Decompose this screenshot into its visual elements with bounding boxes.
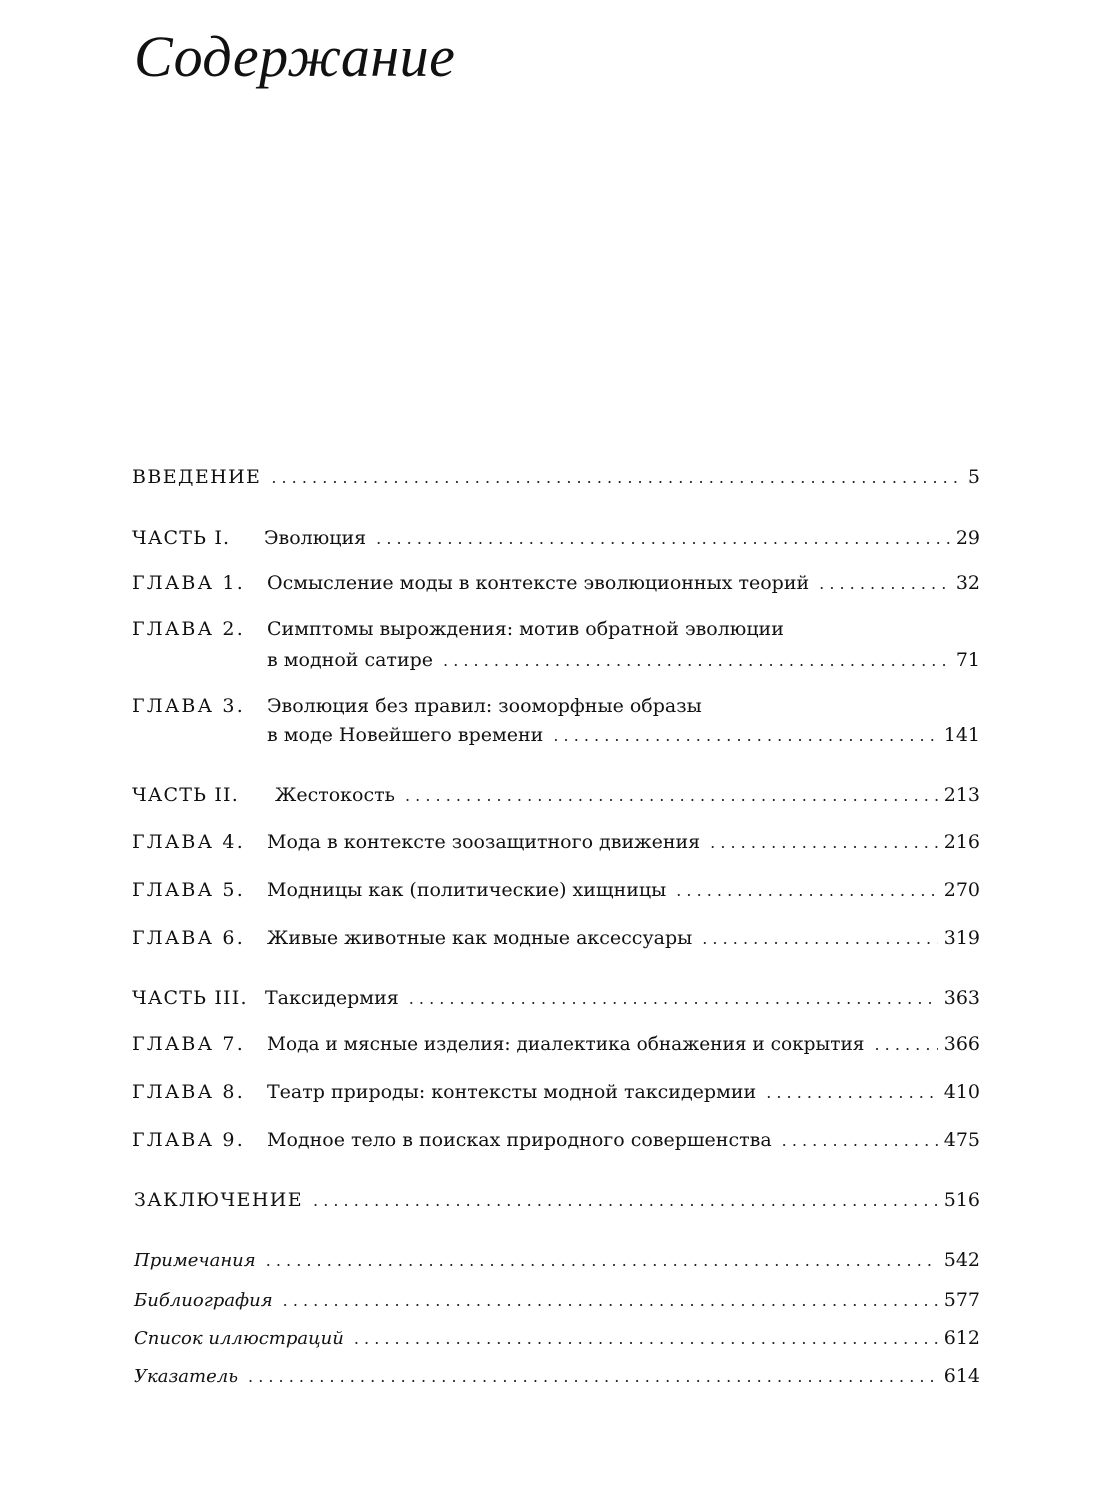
toc-entry-part-1[interactable]: [132, 524, 980, 552]
leader-dots: [553, 722, 937, 750]
toc-entry-chapter-1[interactable]: [132, 569, 980, 597]
leader-dots: [313, 1187, 938, 1215]
toc-entry-page: 516: [943, 1189, 980, 1211]
toc-chapter-label: ГЛАВА 6.: [132, 927, 245, 949]
toc-entry-index[interactable]: [132, 1362, 980, 1390]
leader-dots: [409, 985, 938, 1013]
toc-entry-page: 213: [943, 784, 980, 806]
toc-entry-title-line-1: Симптомы вырождения: мотив обратной эволюции: [267, 618, 784, 640]
toc-entry-chapter-3-continued[interactable]: [132, 721, 980, 749]
toc-entry-title: Эволюция: [264, 527, 367, 549]
leader-dots: [248, 1363, 938, 1391]
toc-entry-notes[interactable]: [132, 1246, 980, 1274]
toc-entry-illustrations[interactable]: [132, 1324, 980, 1352]
toc-entry-chapter-7[interactable]: [132, 1030, 980, 1058]
toc-entry-title: Библиография: [134, 1290, 273, 1311]
toc-chapter-label: ГЛАВА 1.: [132, 572, 245, 594]
leader-dots: [676, 877, 938, 905]
toc-entry-chapter-2[interactable]: [132, 615, 980, 643]
toc-entry-page: 216: [943, 831, 980, 853]
leader-dots: [354, 1325, 938, 1353]
toc-entry-chapter-2-continued[interactable]: [132, 646, 980, 674]
toc-chapter-label: ГЛАВА 8.: [132, 1081, 245, 1103]
leader-dots: [874, 1031, 937, 1059]
toc-entry-page: 71: [955, 649, 980, 671]
toc-entry-page: 141: [943, 724, 980, 746]
toc-entry-page: 319: [943, 927, 980, 949]
leader-dots: [766, 1079, 938, 1107]
toc-entry-page: 612: [943, 1327, 980, 1349]
toc-entry-page: 29: [955, 527, 980, 549]
toc-entry-page: 366: [943, 1033, 980, 1055]
toc-entry-part-2[interactable]: [132, 781, 980, 809]
toc-entry-chapter-5[interactable]: [132, 876, 980, 904]
leader-dots: [266, 1247, 938, 1275]
toc-entry-page: 614: [943, 1365, 980, 1387]
toc-entry-title: Модницы как (политические) хищницы: [267, 879, 667, 901]
toc-entry-title: Мода и мясные изделия: диалектика обнажения и сокрытия: [267, 1034, 865, 1055]
leader-dots: [376, 525, 950, 553]
leader-dots: [702, 925, 937, 953]
leader-dots: [283, 1287, 938, 1315]
toc-part-label: ЧАСТЬ II.: [132, 784, 239, 806]
toc-entry-chapter-3[interactable]: [132, 692, 980, 720]
toc-entry-page: 270: [943, 879, 980, 901]
toc-entry-title: Модное тело в поисках природного совершенства: [267, 1129, 772, 1151]
toc-entry-introduction[interactable]: [132, 463, 980, 491]
leader-dots: [443, 647, 950, 675]
toc-entry-title: ЗАКЛЮЧЕНИЕ: [134, 1189, 304, 1211]
toc-entry-chapter-8[interactable]: [132, 1078, 980, 1106]
toc-entry-title: Указатель: [134, 1366, 239, 1387]
toc-entry-title: Таксидермия: [265, 987, 399, 1009]
toc-entry-title: Театр природы: контексты модной таксидермии: [267, 1081, 757, 1103]
toc-chapter-label: ГЛАВА 4.: [132, 831, 245, 853]
toc-entry-title: Живые животные как модные аксессуары: [267, 927, 693, 949]
toc-entry-page: 363: [943, 987, 980, 1009]
toc-chapter-label: ГЛАВА 2.: [132, 618, 245, 640]
toc-entry-title: Примечания: [134, 1250, 256, 1271]
toc-entry-page: 410: [943, 1081, 980, 1103]
toc-entry-chapter-9[interactable]: [132, 1126, 980, 1154]
toc-entry-part-3[interactable]: [132, 984, 980, 1012]
toc-entry-title: Жестокость: [275, 784, 395, 806]
toc-entry-title-line-2: в моде Новейшего времени: [267, 724, 544, 746]
toc-entry-title: Осмысление моды в контексте эволюционных теорий: [267, 572, 810, 594]
leader-dots: [405, 782, 938, 810]
toc-entry-page: 32: [955, 572, 980, 594]
toc-entry-chapter-6[interactable]: [132, 924, 980, 952]
toc-entry-title: Мода в контексте зоозащитного движения: [267, 831, 701, 853]
toc-chapter-label: ГЛАВА 7.: [132, 1033, 245, 1055]
toc-entry-page: 5: [967, 466, 980, 488]
toc-entry-page: 577: [943, 1289, 980, 1311]
toc-entry-page: 475: [943, 1129, 980, 1151]
toc-entry-bibliography[interactable]: [132, 1286, 980, 1314]
page-title: Содержание: [134, 24, 456, 89]
toc-entry-conclusion[interactable]: [132, 1186, 980, 1214]
toc-entry-page: 542: [943, 1249, 980, 1271]
toc-chapter-label: ГЛАВА 3.: [132, 695, 245, 717]
toc-entry-chapter-4[interactable]: [132, 828, 980, 856]
toc-chapter-label: ГЛАВА 5.: [132, 879, 245, 901]
toc-part-label: ЧАСТЬ I.: [132, 527, 231, 549]
toc-entry-title: ВВЕДЕНИЕ: [132, 466, 262, 488]
toc-part-label: ЧАСТЬ III.: [132, 987, 248, 1009]
leader-dots: [819, 570, 950, 598]
leader-dots: [271, 464, 962, 492]
toc-entry-title: Список иллюстраций: [134, 1328, 344, 1349]
leader-dots: [782, 1127, 938, 1155]
toc-entry-title-line-2: в модной сатире: [267, 649, 434, 671]
toc-entry-title-line-1: Эволюция без правил: зооморфные образы: [267, 695, 702, 717]
leader-dots: [710, 829, 938, 857]
toc-chapter-label: ГЛАВА 9.: [132, 1129, 245, 1151]
